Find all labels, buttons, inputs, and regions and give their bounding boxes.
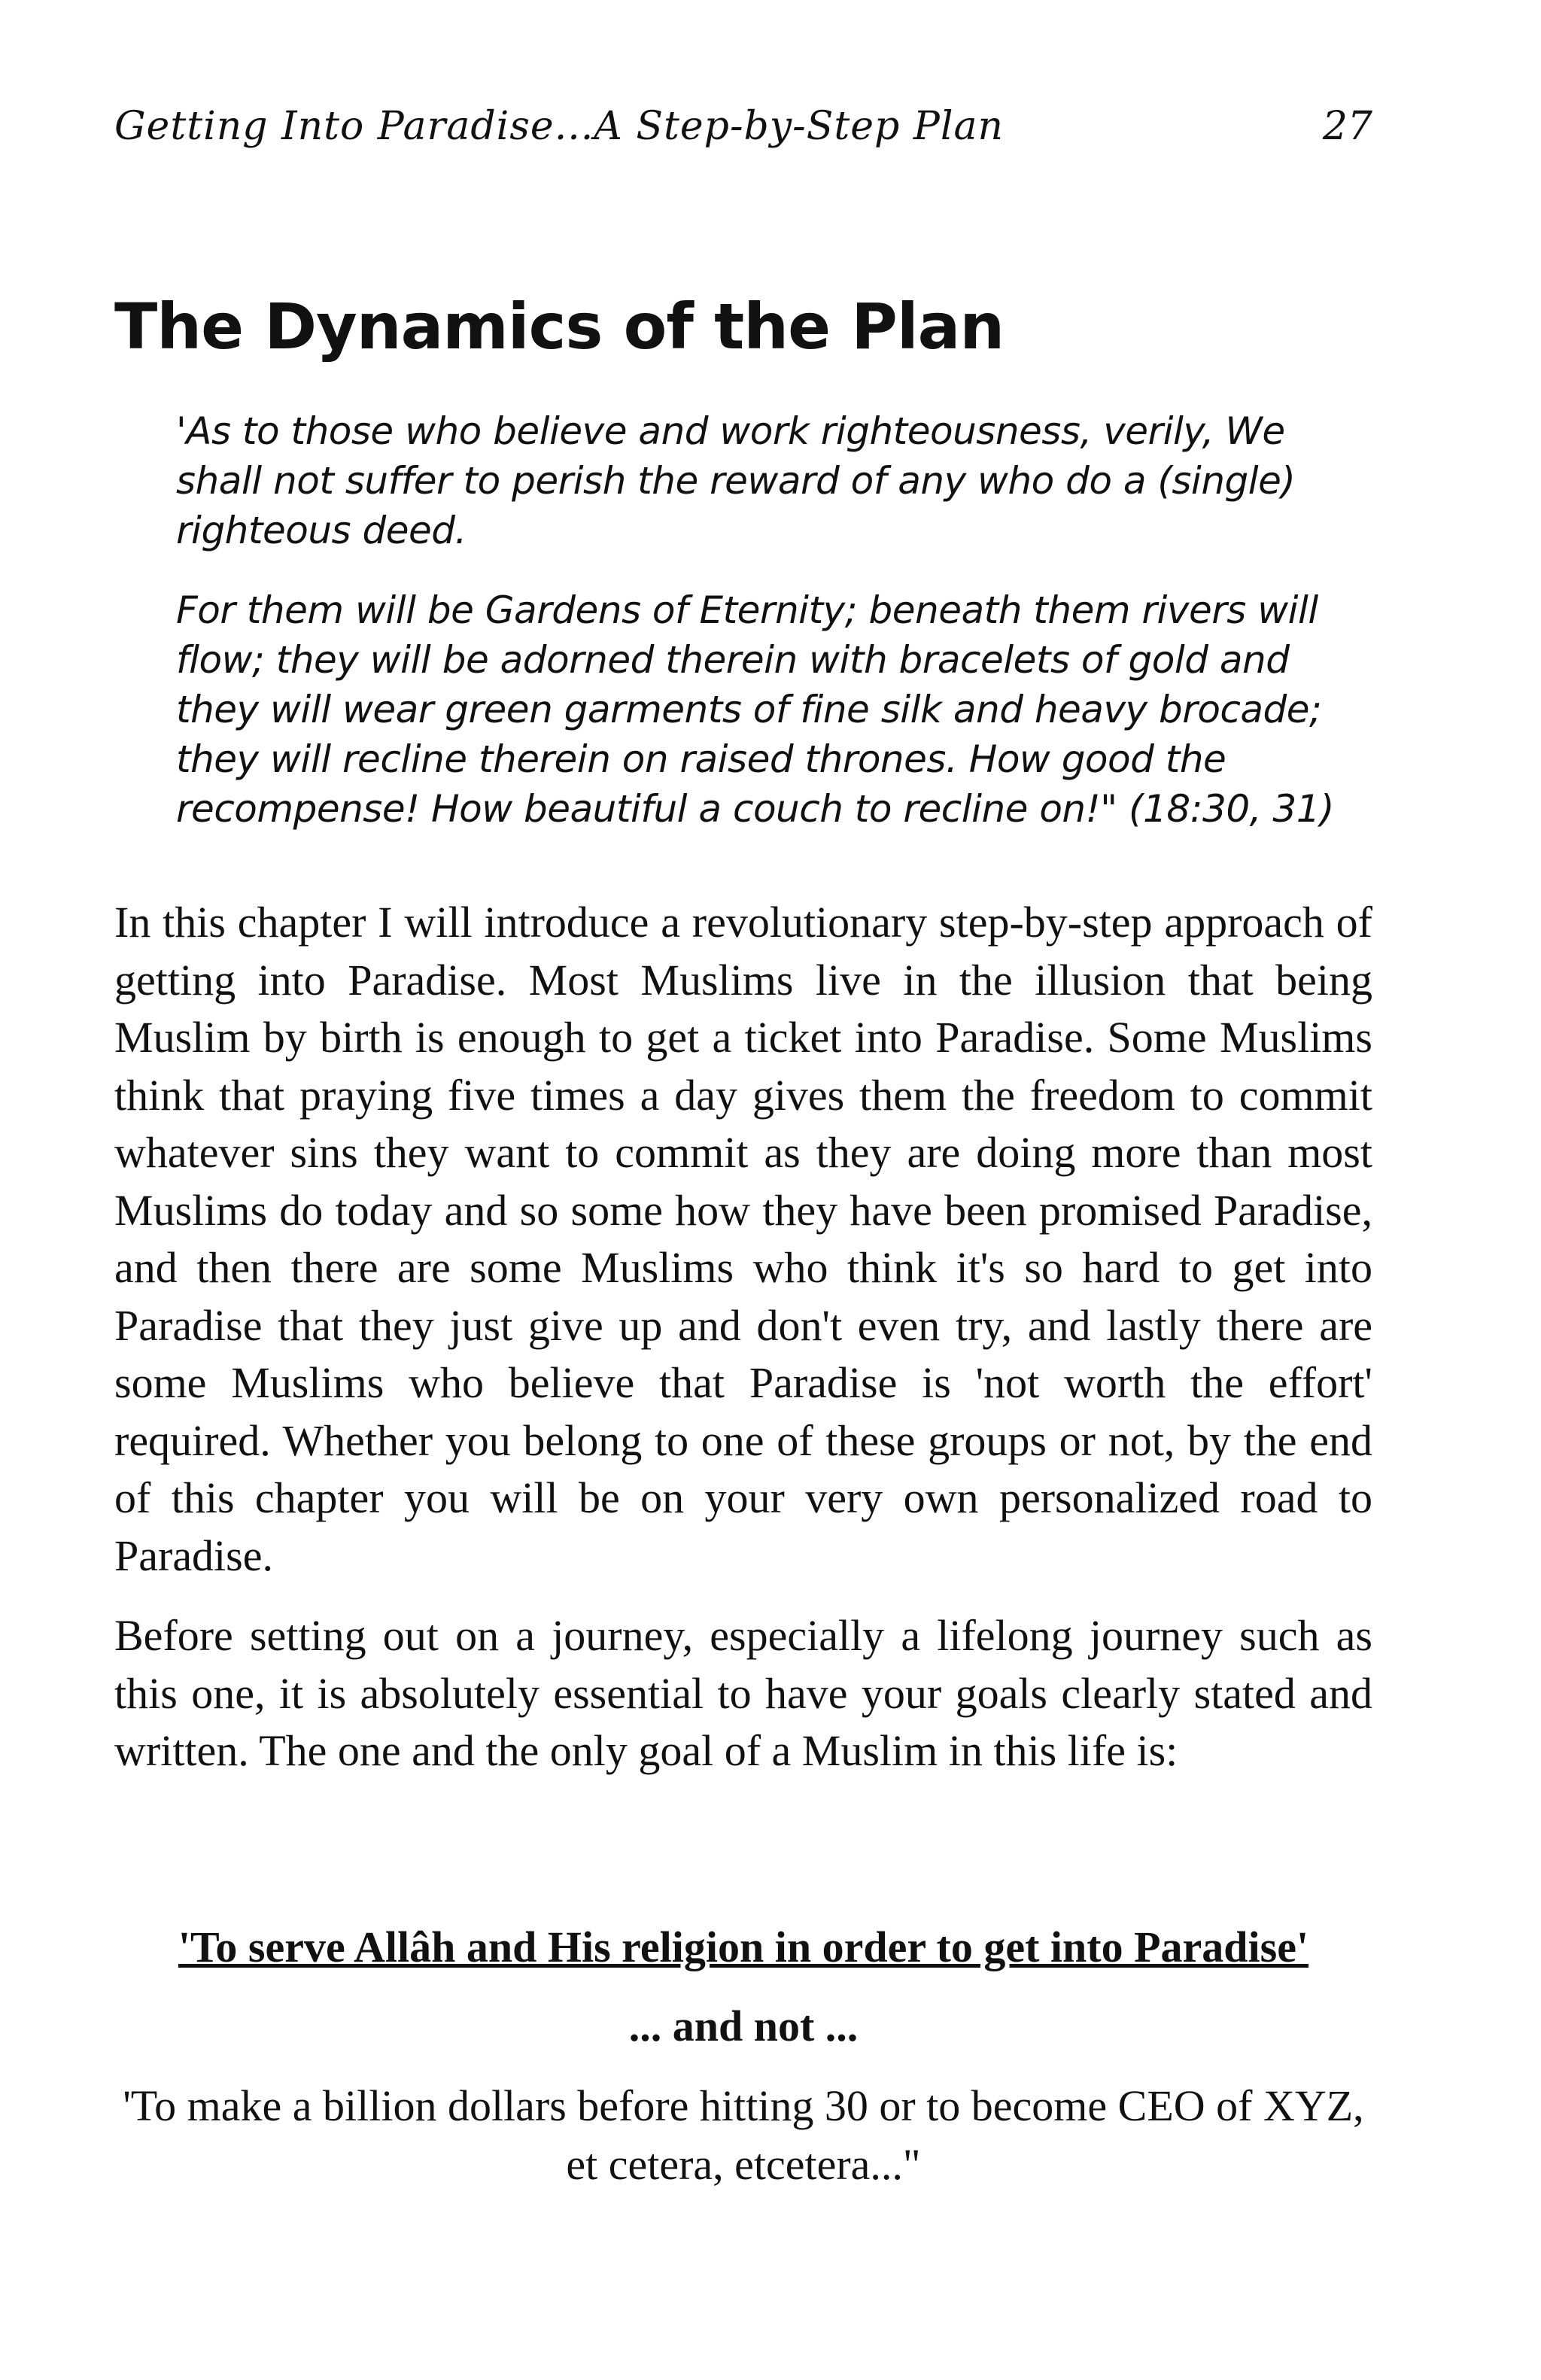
chapter-title: The Dynamics of the Plan [114,290,1005,363]
running-title: Getting Into Paradise...A Step-by-Step Plan [114,104,1004,149]
body-paragraph-1: In this chapter I will introduce a revolutionary step-by-step approach of getting into Paradise. Most Muslims live in the illusion that being Muslim by birth is enough to get a ticket into Paradise. Some Muslims think that praying five times a day gives them the freedom to commit whatever sins they want to commit as they are doing more than most Muslims do today and so some how they have been promised Paradise, and then there are some Muslims who think it's so hard to get into Paradise that they just give up and don't even try, and lastly there are some Muslims who believe that Paradise is 'not worth the effort' required. Whether you belong to one of these groups or not, by the end of this chapter you will be on your very own personalized road to Paradise. [114,898,1372,1580]
page-number: 27 [1322,104,1372,149]
verse-paragraph-1: 'As to those who believe and work righteousness, verily, We shall not suffer to perish the reward of any who do a (single) righteous deed. [176,409,1296,552]
quran-verse-block [176,406,1372,864]
running-header [114,104,1372,164]
goal-contrast: 'To make a billion dollars before hitting 30 or to become CEO of XYZ, et cetera, etcetera..." [123,2081,1364,2189]
body-text [114,894,1372,1803]
verse-paragraph-2: For them will be Gardens of Eternity; beneath them rivers will flow; they will be adorned therein with bracelets of gold and they will wear green garments of fine silk and heavy brocade; they will recline therein on raised thrones. How good the recompense! How beautiful a couch to recline on!" (18:30, 31) [176,588,1335,831]
book-page [114,0,1372,2380]
body-paragraph-2: Before setting out on a journey, especially a lifelong journey such as this one, it is absolutely essential to have your goals clearly stated and written. The one and the only goal of a Muslim in this life is: [114,1611,1372,1775]
goal-separator: ... and not ... [628,2002,859,2050]
goal-statement: 'To serve Allâh and His religion in order to get into Paradise' [178,1923,1309,1971]
